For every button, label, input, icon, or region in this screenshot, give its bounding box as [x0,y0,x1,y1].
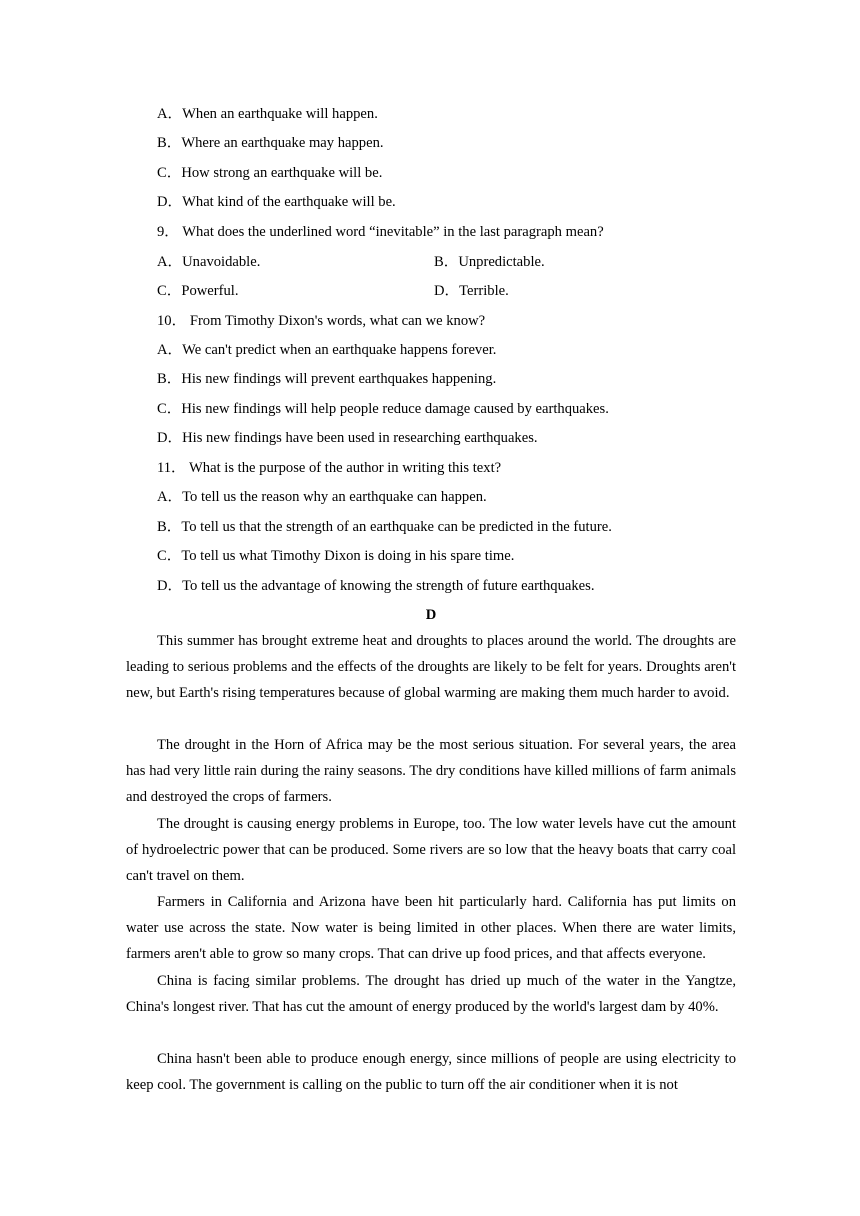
q9-option-d: D．Terrible. [434,283,509,299]
q11-option-a: A．To tell us the reason why an earthquake can happen. [157,489,487,505]
q9-option-c: C．Powerful. [157,283,239,299]
q10-option-b: B．His new findings will prevent earthquakes happening. [157,371,497,387]
q10-option-a: A．We can't predict when an earthquake happens forever. [157,342,497,358]
q10-option-d: D．His new findings have been used in researching earthquakes. [157,430,538,446]
passage-paragraph-5: China is facing similar problems. The drought has dried up much of the water in the Yangtze, China's longest river. That has cut the amount of energy produced by the world's largest dam by 40%. [126,973,736,1015]
q8-option-c: C．How strong an earthquake will be. [157,165,383,181]
passage-paragraph-4: Farmers in California and Arizona have been hit particularly hard. California has put limits on water use across the state. Now water is being limited in other places. When there are water limits, farmers aren't able to grow so many crops. That can drive up food prices, and that affects everyone. [126,894,736,962]
q9-option-a: A．Unavoidable. [157,254,261,270]
passage-paragraph-3: The drought is causing energy problems in Europe, too. The low water levels have cut the amount of hydroelectric power that can be produced. Some rivers are so low that the heavy boats that carry coal can't travel on them. [126,816,736,884]
passage-paragraph-1: This summer has brought extreme heat and droughts to places around the world. The droughts are leading to serious problems and the effects of the droughts are likely to be felt for years. Droughts aren't new, but Earth's rising temperatures because of global warming are making them much harder to avoid. [126,633,736,701]
q8-option-d: D．What kind of the earthquake will be. [157,194,396,210]
q8-option-b: B．Where an earthquake may happen. [157,135,384,151]
q10-option-c: C．His new findings will help people reduce damage caused by earthquakes. [157,401,609,417]
passage-paragraph-6: China hasn't been able to produce enough energy, since millions of people are using electricity to keep cool. The government is calling on the public to turn off the air conditioner when it is not [126,1051,736,1093]
q9-question: 9． What does the underlined word “inevitable” in the last paragraph mean? [157,224,604,240]
q11-question: 11． What is the purpose of the author in writing this text? [157,460,502,476]
q11-option-d: D．To tell us the advantage of knowing the strength of future earthquakes. [157,578,595,594]
q11-option-c: C．To tell us what Timothy Dixon is doing in his spare time. [157,548,515,564]
q11-option-b: B．To tell us that the strength of an earthquake can be predicted in the future. [157,519,612,535]
passage-paragraph-2: The drought in the Horn of Africa may be the most serious situation. For several years, the area has had very little rain during the rainy seasons. The dry conditions have killed millions of farm animals and destroyed the crops of farmers. [126,737,736,805]
passage-heading: D [425,607,437,623]
q10-question: 10． From Timothy Dixon's words, what can we know? [157,313,486,329]
q8-option-a: A．When an earthquake will happen. [157,106,378,122]
q9-option-b: B．Unpredictable. [434,254,545,270]
